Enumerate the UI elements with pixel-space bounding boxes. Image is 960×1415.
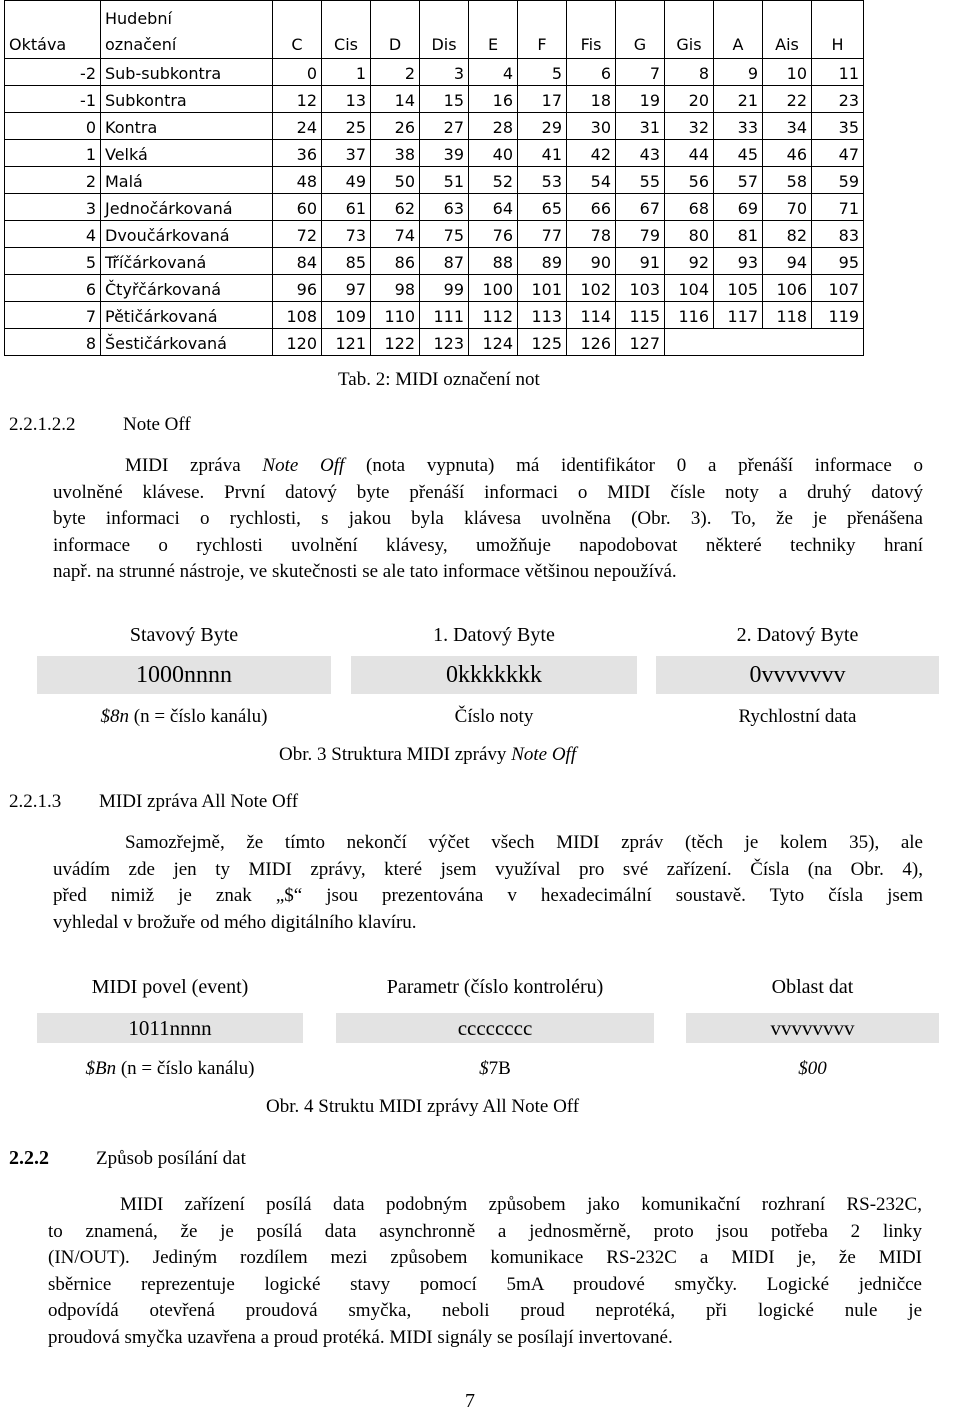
fig3-caption-text: Obr. 3 Struktura MIDI zprávy [279, 744, 512, 765]
cell-octave-name: Sub-subkontra [101, 59, 273, 86]
paragraph-line [53, 533, 923, 560]
paragraph-line [53, 506, 923, 533]
cell-midi-number: 63 [420, 194, 469, 221]
cell-midi-number: 89 [518, 248, 567, 275]
paragraph-line [53, 453, 923, 480]
fig4-sub-param-value: 7B [488, 1058, 511, 1079]
cell-midi-number: 94 [763, 248, 812, 275]
cell-midi-number: 127 [616, 329, 665, 356]
cell-midi-number: 42 [567, 140, 616, 167]
cell-midi-number: 109 [322, 302, 371, 329]
paragraph-note-off [53, 453, 923, 586]
cell-octave-name: Čtyřčárkovaná [101, 275, 273, 302]
header-note-dis: Dis [420, 1, 469, 59]
section-title-sending: Způsob posílání dat [96, 1148, 246, 1169]
fig4-sub-param-prefix: $ [479, 1058, 489, 1079]
header-note-e: E [469, 1, 518, 59]
cell-midi-number: 22 [763, 86, 812, 113]
cell-midi-number: 30 [567, 113, 616, 140]
cell-midi-number: 35 [812, 113, 864, 140]
text-run: před nimiž je znak „$“ jsou prezentována v hexadecimální soustavě. Tyto čísla jsem [53, 885, 923, 907]
text-run: uvolněné klávese. První datový byte přenáší informaci o MIDI čísle noty a druhý datový [53, 481, 923, 503]
section-number-note-off: 2.2.1.2.2 [9, 414, 76, 435]
cell-midi-number: 66 [567, 194, 616, 221]
cell-midi-number: 12 [273, 86, 322, 113]
cell-midi-number: 61 [322, 194, 371, 221]
cell-midi-number: 31 [616, 113, 665, 140]
header-note-g: G [616, 1, 665, 59]
cell-midi-number: 115 [616, 302, 665, 329]
paragraph-line [48, 1298, 922, 1325]
cell-midi-number: 126 [567, 329, 616, 356]
cell-midi-number: 113 [518, 302, 567, 329]
cell-midi-number: 52 [469, 167, 518, 194]
cell-midi-number: 100 [469, 275, 518, 302]
cell-octave-name: Tříčárkovaná [101, 248, 273, 275]
fig3-sub-data1: Číslo noty [454, 706, 534, 727]
cell-midi-number: 5 [518, 59, 567, 86]
header-note-fis: Fis [567, 1, 616, 59]
cell-octave-name: Subkontra [101, 86, 273, 113]
cell-midi-number: 97 [322, 275, 371, 302]
header-octave: Oktáva [5, 1, 101, 59]
paragraph-line [48, 1219, 922, 1246]
header-note-gis: Gis [665, 1, 714, 59]
fig4-label-param: Parametr (číslo kontroléru) [386, 976, 604, 998]
header-note-h: H [812, 1, 864, 59]
section-number-all-note-off: 2.2.1.3 [9, 791, 62, 812]
cell-octave: 5 [5, 248, 101, 275]
cell-midi-number: 65 [518, 194, 567, 221]
fig3-box-status: 1000nnnn [37, 656, 331, 694]
text-run: sběrnice reprezentuje logické stavy pomocí 5mA proudové smyčky. Logické jedničce [48, 1273, 922, 1295]
cell-midi-number: 121 [322, 329, 371, 356]
cell-midi-number: 18 [567, 86, 616, 113]
table-row [5, 221, 864, 248]
table-row [5, 302, 864, 329]
cell-midi-number: 87 [420, 248, 469, 275]
cell-midi-number: 92 [665, 248, 714, 275]
header-note-f: F [518, 1, 567, 59]
cell-octave: 6 [5, 275, 101, 302]
text-run: (IN/OUT). Jediným rozdílem mezi způsobem komunikace RS-232C a MIDI je, že MIDI [48, 1247, 922, 1269]
text-run: uvádím zde jen ty MIDI zprávy, které jsem využíval pro své zařízení. Čísla (na Obr. 4), [53, 858, 923, 880]
header-note-ais: Ais [763, 1, 812, 59]
cell-midi-number: 24 [273, 113, 322, 140]
cell-midi-number: 11 [812, 59, 864, 86]
paragraph-line [53, 559, 923, 586]
header-note-cis: Cis [322, 1, 371, 59]
paragraph-line [48, 1325, 922, 1352]
cell-empty [665, 329, 864, 356]
cell-midi-number: 39 [420, 140, 469, 167]
cell-midi-number: 51 [420, 167, 469, 194]
cell-midi-number: 62 [371, 194, 420, 221]
cell-octave-name: Velká [101, 140, 273, 167]
cell-midi-number: 93 [714, 248, 763, 275]
cell-midi-number: 95 [812, 248, 864, 275]
text-run: byte informaci o rychlosti, s jakou byla klávesa uvolněna (Obr. 3). To, že je přenášena [53, 508, 923, 530]
fig4-sub-event-text: (n = číslo kanálu) [116, 1058, 255, 1079]
cell-midi-number: 107 [812, 275, 864, 302]
table-row [5, 194, 864, 221]
cell-midi-number: 117 [714, 302, 763, 329]
cell-midi-number: 23 [812, 86, 864, 113]
text-run: vyhledal v brožuře od mého digitálního klavíru. [53, 911, 417, 933]
text-run: (nota vypnuta) má identifikátor 0 a přenáší informace o [344, 455, 923, 476]
text-run: např. na strunné nástroje, ve skutečnosti se ale tato informace většinou nepoužívá. [53, 561, 677, 583]
cell-midi-number: 48 [273, 167, 322, 194]
cell-midi-number: 102 [567, 275, 616, 302]
text-run: to znamená, že je posílá data asynchronně a jednosměrně, proto jsou potřeba 2 linky [48, 1220, 922, 1242]
cell-midi-number: 56 [665, 167, 714, 194]
cell-midi-number: 17 [518, 86, 567, 113]
cell-midi-number: 32 [665, 113, 714, 140]
cell-midi-number: 101 [518, 275, 567, 302]
table-row [5, 167, 864, 194]
section-number-sending: 2.2.2 [9, 1147, 49, 1169]
cell-midi-number: 54 [567, 167, 616, 194]
cell-midi-number: 9 [714, 59, 763, 86]
cell-midi-number: 45 [714, 140, 763, 167]
cell-midi-number: 69 [714, 194, 763, 221]
cell-octave: 8 [5, 329, 101, 356]
cell-midi-number: 116 [665, 302, 714, 329]
cell-midi-number: 55 [616, 167, 665, 194]
fig4-box-data: vvvvvvvv [686, 1013, 939, 1043]
midi-note-table [4, 0, 864, 356]
fig4-sub-data-value: $00 [798, 1058, 827, 1079]
paragraph-line [53, 857, 923, 884]
paragraph-line [48, 1272, 922, 1299]
table-row [5, 329, 864, 356]
fig4-caption: Obr. 4 Struktu MIDI zprávy All Note Off [266, 1096, 580, 1117]
cell-midi-number: 80 [665, 221, 714, 248]
cell-midi-number: 122 [371, 329, 420, 356]
cell-midi-number: 120 [273, 329, 322, 356]
cell-octave-name: Pětičárkovaná [101, 302, 273, 329]
cell-midi-number: 70 [763, 194, 812, 221]
cell-midi-number: 41 [518, 140, 567, 167]
cell-midi-number: 71 [812, 194, 864, 221]
fig3-sub-status [37, 706, 331, 728]
cell-midi-number: 106 [763, 275, 812, 302]
cell-midi-number: 119 [812, 302, 864, 329]
cell-midi-number: 36 [273, 140, 322, 167]
cell-midi-number: 49 [322, 167, 371, 194]
cell-midi-number: 26 [371, 113, 420, 140]
cell-midi-number: 15 [420, 86, 469, 113]
table-row [5, 59, 864, 86]
cell-midi-number: 59 [812, 167, 864, 194]
section-title-all-note-off: MIDI zpráva All Note Off [99, 791, 299, 812]
cell-octave-name: Jednočárkovaná [101, 194, 273, 221]
text-run: proudová smyčka uzavřena a proud protéká. MIDI signály se posílají invertované. [48, 1326, 673, 1348]
cell-midi-number: 34 [763, 113, 812, 140]
text-run: odpovídá otevřená proudová smyčka, neboli proud neprotéká, při logické nule je [48, 1300, 922, 1322]
cell-octave: 0 [5, 113, 101, 140]
cell-midi-number: 86 [371, 248, 420, 275]
section-title-note-off: Note Off [123, 414, 191, 435]
fig4-box-event: 1011nnnn [37, 1013, 303, 1043]
fig3-label-status: Stavový Byte [129, 624, 239, 646]
fig3-label-data1: 1. Datový Byte [433, 624, 555, 646]
cell-midi-number: 0 [273, 59, 322, 86]
cell-octave: 1 [5, 140, 101, 167]
cell-midi-number: 40 [469, 140, 518, 167]
cell-midi-number: 29 [518, 113, 567, 140]
page-number: 7 [465, 1390, 475, 1412]
header-note-a: A [714, 1, 763, 59]
cell-midi-number: 1 [322, 59, 371, 86]
cell-midi-number: 4 [469, 59, 518, 86]
cell-midi-number: 104 [665, 275, 714, 302]
cell-midi-number: 8 [665, 59, 714, 86]
cell-midi-number: 77 [518, 221, 567, 248]
fig4-sub-data [686, 1058, 939, 1080]
cell-octave: -2 [5, 59, 101, 86]
fig3-sub-data2: Rychlostní data [738, 706, 857, 727]
table-header-row [5, 1, 864, 59]
text-run: informace o rychlosti uvolnění klávesy, umožňuje napodobovat některé techniky hraní [53, 534, 923, 556]
fig3-label-data2: 2. Datový Byte [736, 624, 859, 646]
cell-midi-number: 20 [665, 86, 714, 113]
cell-midi-number: 47 [812, 140, 864, 167]
table-row [5, 86, 864, 113]
paragraph-all-note-off [53, 830, 923, 936]
cell-midi-number: 85 [322, 248, 371, 275]
cell-midi-number: 73 [322, 221, 371, 248]
cell-midi-number: 38 [371, 140, 420, 167]
cell-midi-number: 53 [518, 167, 567, 194]
text-run: MIDI zařízení posílá data podobným způsobem jako komunikační rozhraní RS-232C, [120, 1194, 922, 1215]
cell-midi-number: 75 [420, 221, 469, 248]
cell-midi-number: 67 [616, 194, 665, 221]
cell-midi-number: 2 [371, 59, 420, 86]
cell-midi-number: 6 [567, 59, 616, 86]
cell-midi-number: 44 [665, 140, 714, 167]
cell-midi-number: 64 [469, 194, 518, 221]
paragraph-line [53, 480, 923, 507]
italic-run: Note Off [262, 455, 345, 476]
cell-midi-number: 82 [763, 221, 812, 248]
cell-midi-number: 103 [616, 275, 665, 302]
cell-midi-number: 105 [714, 275, 763, 302]
fig3-sub-status-code: $8n [100, 706, 130, 727]
cell-midi-number: 84 [273, 248, 322, 275]
cell-midi-number: 21 [714, 86, 763, 113]
cell-midi-number: 60 [273, 194, 322, 221]
cell-octave-name: Kontra [101, 113, 273, 140]
cell-midi-number: 111 [420, 302, 469, 329]
text-run: MIDI zpráva [125, 455, 263, 476]
cell-octave: 7 [5, 302, 101, 329]
cell-midi-number: 79 [616, 221, 665, 248]
fig4-sub-param [336, 1058, 654, 1080]
cell-midi-number: 43 [616, 140, 665, 167]
fig3-box-data2: 0vvvvvvv [656, 656, 939, 694]
cell-midi-number: 68 [665, 194, 714, 221]
cell-midi-number: 108 [273, 302, 322, 329]
cell-midi-number: 57 [714, 167, 763, 194]
cell-midi-number: 7 [616, 59, 665, 86]
paragraph-line [48, 1192, 922, 1219]
header-note-d: D [371, 1, 420, 59]
cell-midi-number: 16 [469, 86, 518, 113]
paragraph-line [48, 1245, 922, 1272]
cell-midi-number: 110 [371, 302, 420, 329]
table-row [5, 113, 864, 140]
fig4-sub-event-code: $Bn [85, 1058, 117, 1079]
cell-midi-number: 91 [616, 248, 665, 275]
cell-octave: 2 [5, 167, 101, 194]
cell-midi-number: 123 [420, 329, 469, 356]
header-name-line-2: označení [105, 35, 177, 54]
cell-midi-number: 96 [273, 275, 322, 302]
cell-octave-name: Malá [101, 167, 273, 194]
cell-midi-number: 28 [469, 113, 518, 140]
cell-midi-number: 74 [371, 221, 420, 248]
table-row [5, 140, 864, 167]
cell-midi-number: 124 [469, 329, 518, 356]
cell-octave-name: Šestičárkovaná [101, 329, 273, 356]
fig3-caption-italic: Note Off [511, 744, 577, 765]
fig3-sub-status-text: (n = číslo kanálu) [129, 706, 268, 727]
cell-octave: -1 [5, 86, 101, 113]
cell-midi-number: 88 [469, 248, 518, 275]
header-name [101, 1, 273, 59]
cell-midi-number: 13 [322, 86, 371, 113]
header-name-line-1: Hudební [105, 9, 172, 28]
paragraph-sending [48, 1192, 922, 1352]
cell-midi-number: 50 [371, 167, 420, 194]
header-note-c: C [273, 1, 322, 59]
cell-octave-name: Dvoučárkovaná [101, 221, 273, 248]
cell-midi-number: 98 [371, 275, 420, 302]
cell-midi-number: 125 [518, 329, 567, 356]
paragraph-line [53, 910, 923, 937]
cell-midi-number: 76 [469, 221, 518, 248]
fig4-label-event: MIDI povel (event) [91, 976, 249, 998]
cell-octave: 4 [5, 221, 101, 248]
text-run: Samozřejmě, že tímto nekončí výčet všech MIDI zpráv (těch je kolem 35), ale [125, 832, 923, 853]
fig4-box-param: cccccccc [336, 1013, 654, 1043]
cell-midi-number: 19 [616, 86, 665, 113]
fig3-caption [279, 744, 576, 766]
cell-midi-number: 78 [567, 221, 616, 248]
table-caption: Tab. 2: MIDI označení not [338, 369, 540, 390]
cell-midi-number: 83 [812, 221, 864, 248]
cell-midi-number: 112 [469, 302, 518, 329]
cell-midi-number: 58 [763, 167, 812, 194]
table-row [5, 248, 864, 275]
cell-midi-number: 114 [567, 302, 616, 329]
cell-midi-number: 33 [714, 113, 763, 140]
cell-midi-number: 90 [567, 248, 616, 275]
paragraph-line [53, 830, 923, 857]
cell-midi-number: 46 [763, 140, 812, 167]
cell-midi-number: 27 [420, 113, 469, 140]
fig4-label-data: Oblast dat [771, 976, 854, 998]
fig4-sub-event [37, 1058, 303, 1080]
cell-midi-number: 25 [322, 113, 371, 140]
paragraph-line [53, 883, 923, 910]
table-row [5, 275, 864, 302]
cell-midi-number: 72 [273, 221, 322, 248]
cell-midi-number: 3 [420, 59, 469, 86]
cell-midi-number: 10 [763, 59, 812, 86]
cell-midi-number: 81 [714, 221, 763, 248]
cell-midi-number: 37 [322, 140, 371, 167]
cell-midi-number: 118 [763, 302, 812, 329]
cell-midi-number: 99 [420, 275, 469, 302]
fig3-box-data1: 0kkkkkkk [351, 656, 637, 694]
cell-midi-number: 14 [371, 86, 420, 113]
cell-octave: 3 [5, 194, 101, 221]
